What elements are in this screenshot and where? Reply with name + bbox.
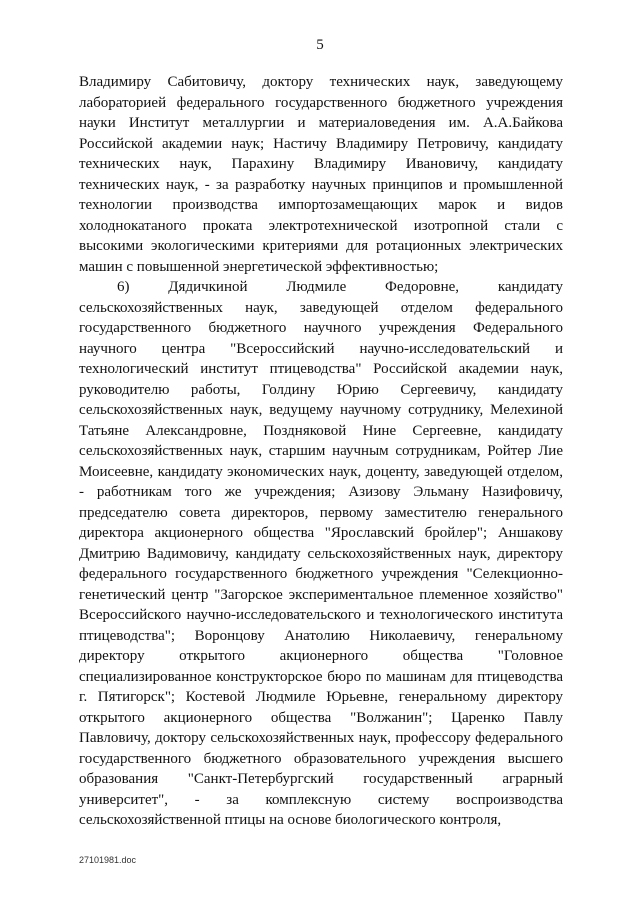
paragraph-continuation: Владимиру Сабитовичу, доктору технических наук, заведующему лабораторией федерального государственного бюджетного учреждения науки Институт металлургии и материаловедения им. А.А.Байкова Российской академии наук; Настичу Владимиру Петровичу, кандидату технических наук, Парахину Владимиру Ивановичу, кандидату технических наук, - за разработку научных принципов и промышленной технологии производства импортозамещающих марок и видов холоднокатаного проката электротехнической изотропной стали с высокими экологическими критериями для ротационных электрических машин с повышенной энергетической эффективностью; bbox=[79, 74, 563, 275]
page-number: 5 bbox=[316, 37, 324, 53]
paragraph-item-6: 6) Дядичкиной Людмиле Федоровне, кандидату сельскохозяйственных наук, заведующей отделом федерального государственного бюджетного научного учреждения Федерального научного центра "Всероссийский научно-исследовательский и технологический институт птицеводства" Российской академии наук, руководителю работы, Голдину Юрию Сергеевичу, кандидату сельскохозяйственных наук, ведущему научному сотруднику, Мелехиной Татьяне Александровне, Поздняковой Нине Сергеевне, кандидату сельскохозяйственных наук, старшим научным сотрудникам, Ройтер Лие Моисеевне, кандидату экономических наук, доценту, заведующей отделом, - работникам того же учреждения; Азизову Эльману Назифовичу, председателю совета директоров, первому заместителю генерального директора акционерного общества "Ярославский бройлер"; Аншакову Дмитрию Вадимовичу, кандидату сельскохозяйственных наук, директору федерального государственного бюджетного учреждения "Селекционно-генетический центр "Загорское экспериментальное племенное хозяйство" Всероссийского научно-исследовательского и технологического института птицеводства"; Воронцову Анатолию Николаевичу, генеральному директору открытого акционерного общества "Головное специализированное конструкторское бюро по машинам для птицеводства г. Пятигорск"; Костевой Людмиле Юрьевне, генеральному директору открытого акционерного общества "Волжанин"; Царенко Павлу Павловичу, доктору сельскохозяйственных наук, профессору федерального государственного бюджетного образовательного учреждения высшего образования "Санкт-Петербургский государственный аграрный университет", - за комплексную систему воспроизводства сельскохозяйственной птицы на основе биологического контроля, bbox=[79, 279, 563, 828]
footer-file-code: 27101981.doc bbox=[79, 855, 137, 865]
document-body bbox=[79, 72, 563, 831]
